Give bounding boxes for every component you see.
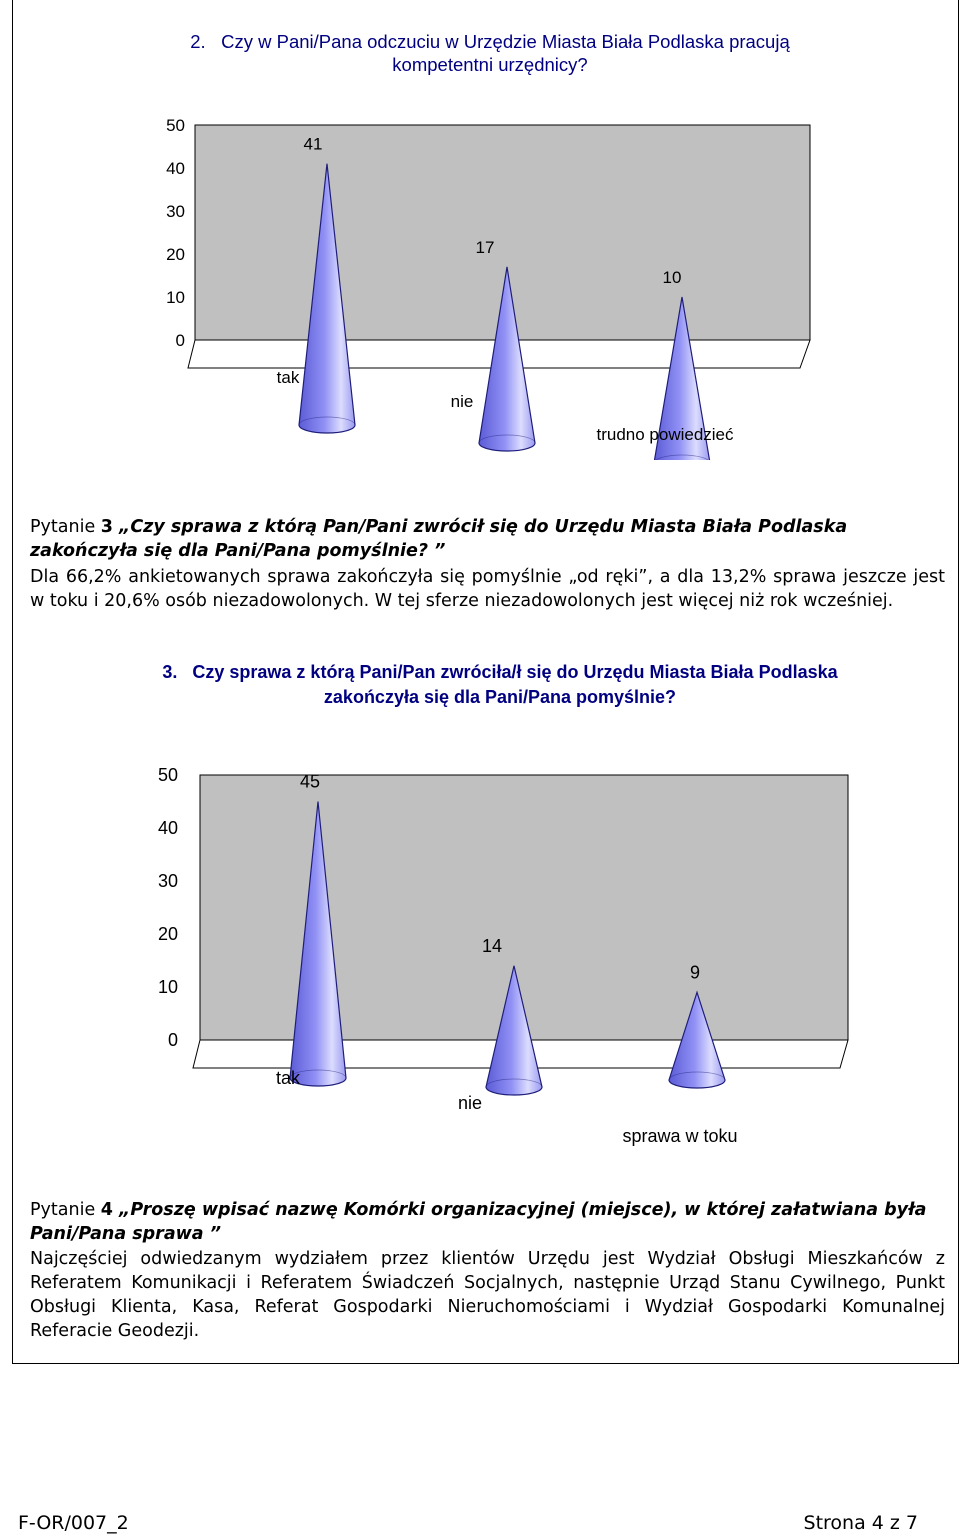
chart-1 (0, 100, 960, 460)
x-tick-label: tak (276, 368, 300, 387)
y-tick-label: 20 (157, 924, 178, 944)
x-tick-label: tak (275, 1068, 301, 1088)
chart-2-title (120, 660, 880, 710)
question-3-prefix: Pytanie (30, 517, 101, 537)
question-3-text: „Czy sprawa z którą Pan/Pani zwrócił się do Urzędu Miasta Biała Podlaska zakończyła się dla Pani/Pana pomyślnie? ” (30, 517, 848, 561)
y-tick-label: 40 (157, 818, 178, 838)
question-4-answer: Najczęściej odwiedzanym wydziałem przez klientów Urzędu jest Wydział Obsługi Mieszkańców z Referatem Komunikacji i Referatem Świadczeń Socjalnych, następnie Urząd Stanu Cywilnego, Punkt Obsługi Klienta, Kasa, Referat Gospodarki Nieruchomościami i Wydział Gospodarki Komunalnej Referacie Geodezji. (30, 1249, 945, 1341)
question-3-heading (30, 515, 945, 563)
question-4-text: „Proszę wpisać nazwę Komórki organizacyjnej (miejsce), w której załatwiana była Pani/Pana sprawa ” (30, 1200, 927, 1244)
chart-2-title-text: Czy sprawa z którą Pani/Pan zwróciła/ł się do Urzędu Miasta Biała Podlaska zakończyła się dla Pani/Pana pomyślnie? (192, 662, 838, 707)
data-label: 10 (662, 268, 682, 287)
x-tick-label: trudno powiedzieć (596, 425, 734, 444)
footer-document-code: F-OR/007_2 (18, 1512, 129, 1534)
chart-1-title-number: 2. (190, 31, 206, 52)
data-label: 45 (299, 771, 321, 792)
question-4-number: 4 (100, 1200, 113, 1220)
x-tick-label: sprawa w toku (622, 1126, 738, 1146)
chart-1-title (150, 30, 830, 76)
question-3-number: 3 (100, 517, 113, 537)
y-tick-label: 10 (166, 288, 185, 307)
data-label: 41 (303, 134, 323, 154)
data-label: 9 (689, 962, 701, 983)
x-tick-label: nie (457, 1093, 483, 1113)
question-4-heading (30, 1198, 945, 1246)
y-tick-label: 30 (157, 871, 178, 891)
chart-2 (0, 750, 960, 1160)
question-4-prefix: Pytanie (30, 1200, 101, 1220)
chart-back-wall (200, 775, 848, 1040)
y-tick-label: 30 (166, 202, 185, 221)
y-tick-label: 50 (157, 765, 178, 785)
data-label: 14 (481, 935, 503, 956)
chart-2-title-number: 3. (162, 662, 178, 682)
y-tick-label: 20 (166, 245, 185, 264)
data-label: 17 (475, 237, 495, 257)
chart-1-title-text: Czy w Pani/Pana odczuciu w Urzędzie Miasta Biała Podlaska pracują kompetentni urzędnicy? (221, 31, 790, 75)
y-tick-label: 40 (166, 159, 185, 178)
x-tick-label: nie (450, 392, 474, 411)
y-tick-label: 0 (175, 331, 185, 350)
y-tick-label: 10 (157, 977, 178, 997)
y-tick-label: 0 (167, 1030, 178, 1050)
question-3-answer: Dla 66,2% ankietowanych sprawa zakończyła się pomyślnie „od ręki”, a dla 13,2% sprawa jeszcze jest w toku i 20,6% osób niezadowolonych. W tej sferze niezadowolonych jest więcej niż rok wcześniej. (30, 567, 945, 611)
y-tick-label: 50 (166, 116, 185, 135)
footer-page-number: Strona 4 z 7 (803, 1512, 918, 1534)
